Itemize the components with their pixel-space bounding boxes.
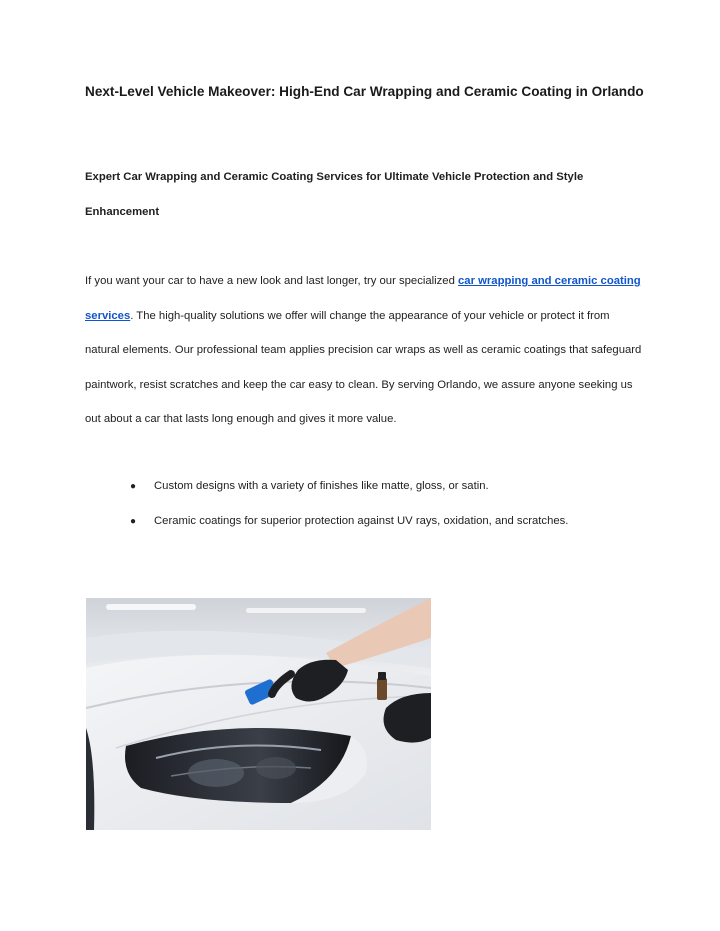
list-item-text: Ceramic coatings for superior protection against UV rays, oxidation, and scratches. (154, 514, 569, 527)
bullet-icon: ● (130, 481, 137, 492)
page-subtitle: Expert Car Wrapping and Ceramic Coating Services for Ultimate Vehicle Protection and Style Enhancement (85, 171, 584, 218)
bullet-icon: ● (130, 515, 137, 527)
list-item (130, 509, 568, 544)
intro-text-before-link: If you want your car to have a new look and last longer, try our specialized (85, 275, 459, 287)
services-link[interactable]: car wrapping and ceramic coating services (85, 275, 641, 322)
list-item-text: Custom designs with a variety of finishes like matte, gloss, or satin. (154, 480, 489, 492)
list-item (130, 474, 568, 509)
car-ceramic-coating-photo (86, 598, 431, 830)
intro-text-after-link: . The high-quality solutions we offer will change the appearance of your vehicle or protect it from natural elements. Our professional team applies precision car wraps as well as ceramic coatings that safeguard paintwork, resist scratches and keep the car easy to clean. By serving Orlando, we assure anyone seeking us out about a car that lasts long enough and gives it more value. (85, 309, 642, 426)
feature-list (130, 474, 568, 543)
intro-paragraph (85, 264, 645, 437)
page-title: Next-Level Vehicle Makeover: High-End Car Wrapping and Ceramic Coating in Orlando (85, 84, 644, 99)
